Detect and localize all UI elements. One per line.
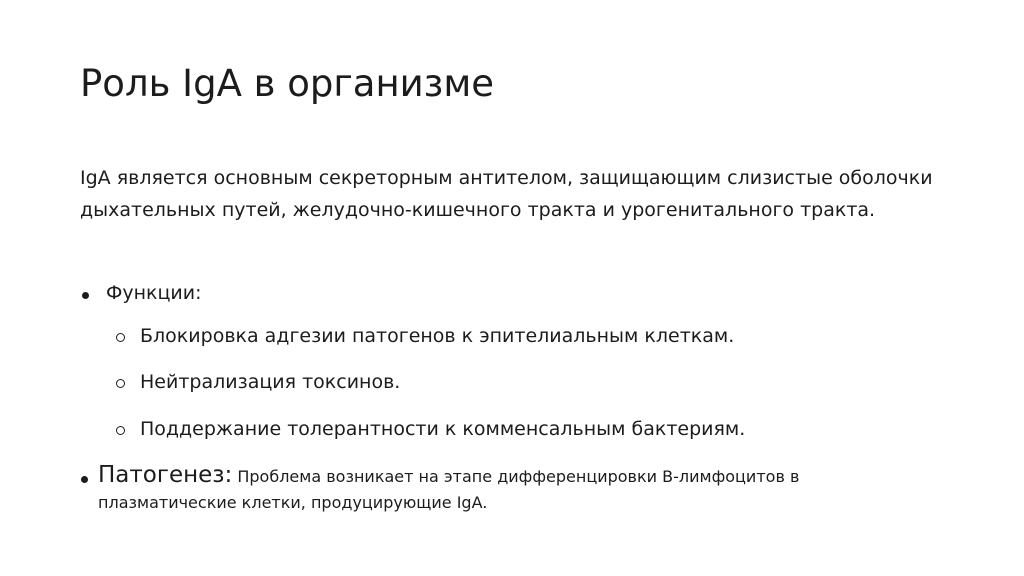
functions-label: Функции: [106,282,202,304]
bullet-ring-icon [116,333,125,342]
slide-title: Роль IgA в организме [80,62,495,105]
function-item-tolerance: Поддержание толерантности к комменсальным бактериям. [140,418,746,440]
function-item-toxins: Нейтрализация токсинов. [140,371,401,393]
pathogenesis-text: Проблема возникает на этапе дифференцировки B-лимфоцитов в плазматические клетки, продуцирующие IgA. [98,467,800,512]
pathogenesis-term: Патогенез: [98,462,233,488]
bullet-dot-icon [81,476,88,483]
intro-paragraph: IgA является основным секреторным антителом, защищающим слизистые оболочки дыхательных путей, желудочно-кишечного тракта и урогенитального тракта. [80,167,933,221]
bullet-ring-icon [116,426,125,435]
bullet-ring-icon [116,379,125,388]
function-item-adhesion: Блокировка адгезии патогенов к эпителиальным клеткам. [140,325,735,347]
pathogenesis-block [98,462,898,516]
bullet-dot-icon [82,292,89,299]
